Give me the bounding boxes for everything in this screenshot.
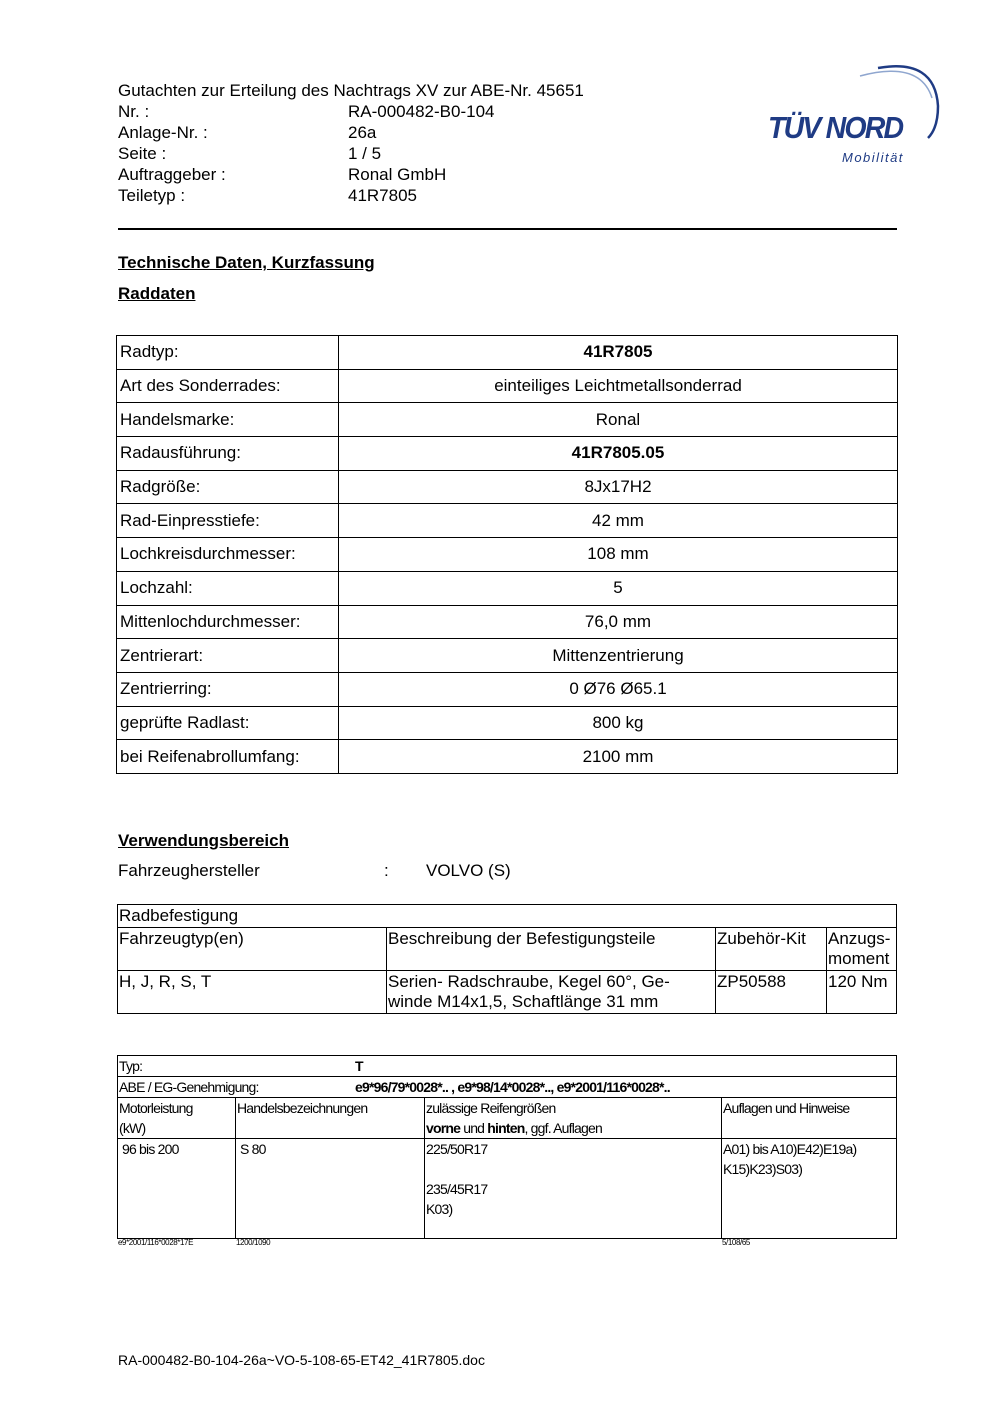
- header-row-teiletyp: Teiletyp : 41R7805: [118, 186, 418, 205]
- table-row: [117, 336, 898, 370]
- table-row: [117, 538, 898, 572]
- table-row: [117, 672, 898, 706]
- tuv-nord-logo: [760, 58, 945, 173]
- raddaten-label: bei Reifenabrollumfang:: [117, 740, 339, 774]
- cell-kit: ZP50588: [716, 971, 827, 1014]
- header-row-seite: Seite : 1 / 5: [118, 144, 382, 163]
- raddaten-value: Ronal: [339, 403, 898, 437]
- raddaten-value: einteiliges Leichtmetallsonderrad: [339, 369, 898, 403]
- table-row: [117, 740, 898, 774]
- fahrzeughersteller-value: VOLVO (S): [426, 861, 511, 880]
- logo-text: TÜV NORD: [768, 110, 903, 145]
- raddaten-label: Lochkreisdurchmesser:: [117, 538, 339, 572]
- document-filename: RA-000482-B0-104-26a~VO-5-108-65-ET42_41R7805.doc: [118, 1352, 485, 1368]
- fahrzeughersteller-label: Fahrzeughersteller: [118, 861, 260, 880]
- cell-moment: 120 Nm: [827, 971, 897, 1014]
- raddaten-value: 8Jx17H2: [339, 470, 898, 504]
- table-row: [117, 706, 898, 740]
- raddaten-value: 2100 mm: [339, 740, 898, 774]
- radbefestigung-title: Radbefestigung: [118, 905, 897, 928]
- abe-row: ABE / EG-Genehmigung: e9*96/79*0028*.. , e9*98/14*0028*.., e9*2001/116*0028*..: [118, 1077, 897, 1098]
- footnote-genehmigung: e9*2001/116*0028*17E: [118, 1238, 194, 1247]
- raddaten-value: 800 kg: [339, 706, 898, 740]
- typ-table: [117, 1055, 897, 1239]
- cell-handel: S 80: [236, 1139, 425, 1239]
- header-row-auftraggeber: Auftraggeber : Ronal GmbH: [118, 165, 447, 184]
- table-row: [118, 1139, 897, 1239]
- table-row: [117, 504, 898, 538]
- cell-motor: 96 bis 200: [118, 1139, 236, 1239]
- raddaten-table: [116, 335, 898, 774]
- raddaten-label: Rad-Einpresstiefe:: [117, 504, 339, 538]
- table-row: [117, 369, 898, 403]
- table-row: [117, 571, 898, 605]
- cell-auflagen: A01) bis A10)E42)E19a) K15)K23)S03): [722, 1139, 897, 1239]
- section-title-verwendungsbereich: Verwendungsbereich: [118, 831, 289, 850]
- section-subtitle-raddaten: Raddaten: [118, 284, 196, 303]
- raddaten-label: Zentrierring:: [117, 672, 339, 706]
- raddaten-value: 5: [339, 571, 898, 605]
- table-row: [117, 470, 898, 504]
- header-reifengroessen: zulässige Reifengrößen vorne und hinten, ggf. Auflagen: [425, 1098, 722, 1139]
- raddaten-value: 0 Ø76 Ø65.1: [339, 672, 898, 706]
- raddaten-label: Art des Sonderrades:: [117, 369, 339, 403]
- raddaten-value: 41R7805.05: [339, 437, 898, 471]
- document-header: [118, 80, 584, 206]
- table-row: [117, 639, 898, 673]
- fahrzeughersteller-colon: :: [384, 861, 389, 880]
- table-row: [117, 605, 898, 639]
- header-anzugsmoment: Anzugs- moment: [827, 928, 897, 971]
- raddaten-label: Radgröße:: [117, 470, 339, 504]
- header-fahrzeugtyp: Fahrzeugtyp(en): [118, 928, 387, 971]
- raddaten-value: 76,0 mm: [339, 605, 898, 639]
- radbefestigung-table: [117, 904, 897, 1014]
- raddaten-label: Lochzahl:: [117, 571, 339, 605]
- header-row-nr: Nr. : RA-000482-B0-104: [118, 102, 495, 121]
- raddaten-label: Handelsmarke:: [117, 403, 339, 437]
- cell-reifen: 225/50R17 235/45R17 K03): [425, 1139, 722, 1239]
- raddaten-value: 42 mm: [339, 504, 898, 538]
- cell-fahrzeugtypen: H, J, R, S, T: [118, 971, 387, 1014]
- footnote-radlast: 1200/1090: [236, 1238, 271, 1247]
- typ-row: Typ: T: [118, 1056, 897, 1077]
- raddaten-value: 41R7805: [339, 336, 898, 370]
- header-motorleistung: Motorleistung (kW): [118, 1098, 236, 1139]
- header-handelsbezeichnungen: Handelsbezeichnungen: [236, 1098, 425, 1139]
- raddaten-label: Mittenlochdurchmesser:: [117, 605, 339, 639]
- table-row: [117, 403, 898, 437]
- raddaten-label: Radausführung:: [117, 437, 339, 471]
- raddaten-label: geprüfte Radlast:: [117, 706, 339, 740]
- header-auflagen: Auflagen und Hinweise: [722, 1098, 897, 1139]
- header-row-anlage: Anlage-Nr. : 26a: [118, 123, 377, 142]
- section-title-technische-daten: Technische Daten, Kurzfassung: [118, 253, 375, 272]
- raddaten-label: Zentrierart:: [117, 639, 339, 673]
- logo-subtitle: Mobilität: [842, 150, 904, 165]
- cell-beschreibung: Serien- Radschraube, Kegel 60°, Ge- winde M14x1,5, Schaftlänge 31 mm: [387, 971, 716, 1014]
- header-divider: [118, 228, 897, 230]
- table-row: [117, 437, 898, 471]
- header-beschreibung: Beschreibung der Befestigungsteile: [387, 928, 716, 971]
- raddaten-value: Mittenzentrierung: [339, 639, 898, 673]
- raddaten-label: Radtyp:: [117, 336, 339, 370]
- footnote-lochkreis: 5/108/65: [722, 1238, 750, 1247]
- header-zubehoer-kit: Zubehör-Kit: [716, 928, 827, 971]
- document-title: Gutachten zur Erteilung des Nachtrags XV zur ABE-Nr. 45651: [118, 81, 584, 100]
- table-row: [118, 971, 897, 1014]
- raddaten-value: 108 mm: [339, 538, 898, 572]
